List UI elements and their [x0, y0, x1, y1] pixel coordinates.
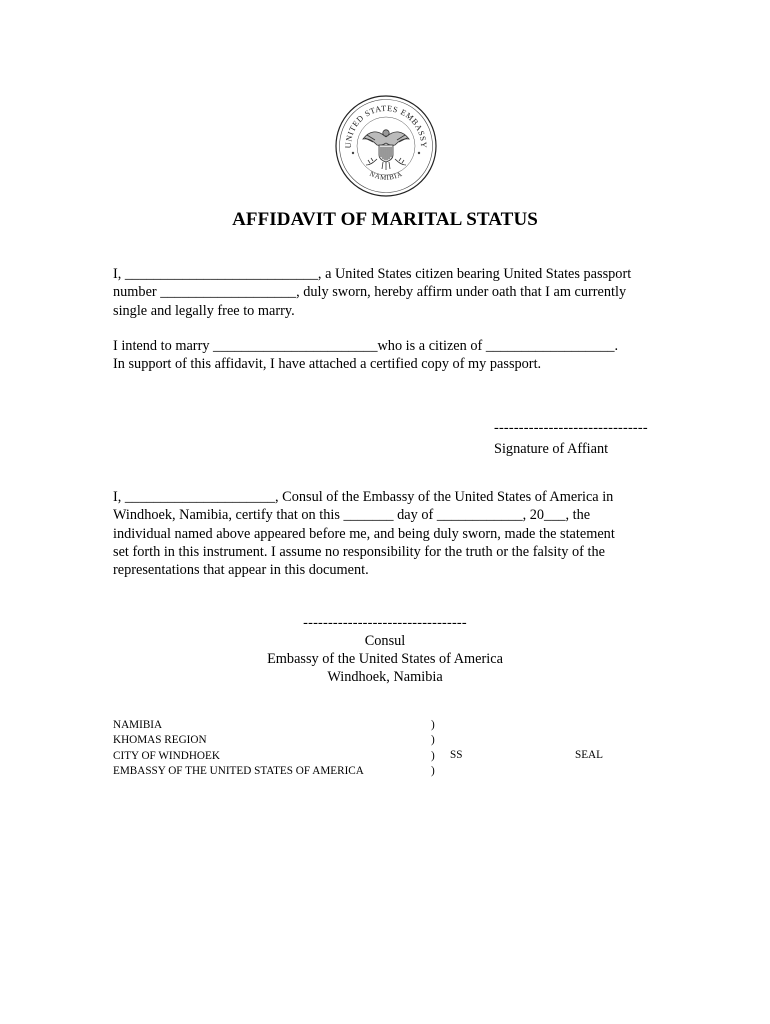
text-line: number ___________________, duly sworn, hereby affirm under oath that I am currently [113, 284, 627, 301]
venue-block [113, 718, 364, 779]
text-line: I, _____________________, Consul of the Embassy of the United States of America in [113, 489, 614, 505]
marriage-intent-statement [113, 337, 673, 374]
affiant-signature-block [494, 419, 648, 458]
bracket: ) [431, 764, 435, 777]
embassy-seal [333, 93, 439, 199]
consul-embassy: Embassy of the United States of America [267, 651, 503, 667]
document-title: AFFIDAVIT OF MARITAL STATUS [232, 209, 538, 230]
venue-brackets [431, 718, 435, 779]
consul-certification [113, 488, 673, 579]
text-line: set forth in this instrument. I assume no responsibility for the truth or the falsity of the [113, 543, 605, 560]
text-line: single and legally free to marry. [113, 302, 295, 319]
affiant-signature-line: ------------------------------- [494, 420, 648, 436]
consul-title: Consul [364, 633, 406, 649]
venue-line: EMBASSY OF THE UNITED STATES OF AMERICA [113, 764, 364, 777]
consul-signature-line: --------------------------------- [303, 615, 467, 631]
text-line: I, ___________________________, a United States citizen bearing United States passport [113, 266, 632, 282]
citizen-statement [113, 265, 673, 320]
bracket: ) [431, 734, 435, 747]
venue-line: KHOMAS REGION [113, 734, 207, 747]
consul-signature-block [200, 614, 570, 686]
text-line: individual named above appeared before me, and being duly sworn, made the statement [113, 525, 615, 542]
seal-bottom-text: NAMIBIA [368, 169, 404, 182]
consul-city: Windhoek, Namibia [327, 669, 443, 685]
venue-line: NAMIBIA [113, 719, 163, 731]
eagle-icon [363, 130, 409, 170]
bracket: ) [431, 719, 435, 731]
affiant-signature-label: Signature of Affiant [494, 441, 609, 457]
text-line: I intend to marry _______________________who is a citizen of __________________. [113, 338, 619, 354]
venue-line: CITY OF WINDHOEK [113, 749, 220, 762]
text-line: representations that appear in this document. [113, 562, 369, 579]
svg-text:NAMIBIA [368, 170, 403, 182]
text-line: Windhoek, Namibia, certify that on this _______ day of ____________, 20___, the [113, 507, 591, 524]
bracket: ) [431, 749, 435, 762]
ss-label: SS [450, 748, 463, 761]
seal-label: SEAL [575, 748, 603, 761]
text-line: In support of this affidavit, I have attached a certified copy of my passport. [113, 356, 542, 373]
seal-top-text: UNITED STATES EMBASSY [343, 103, 429, 149]
